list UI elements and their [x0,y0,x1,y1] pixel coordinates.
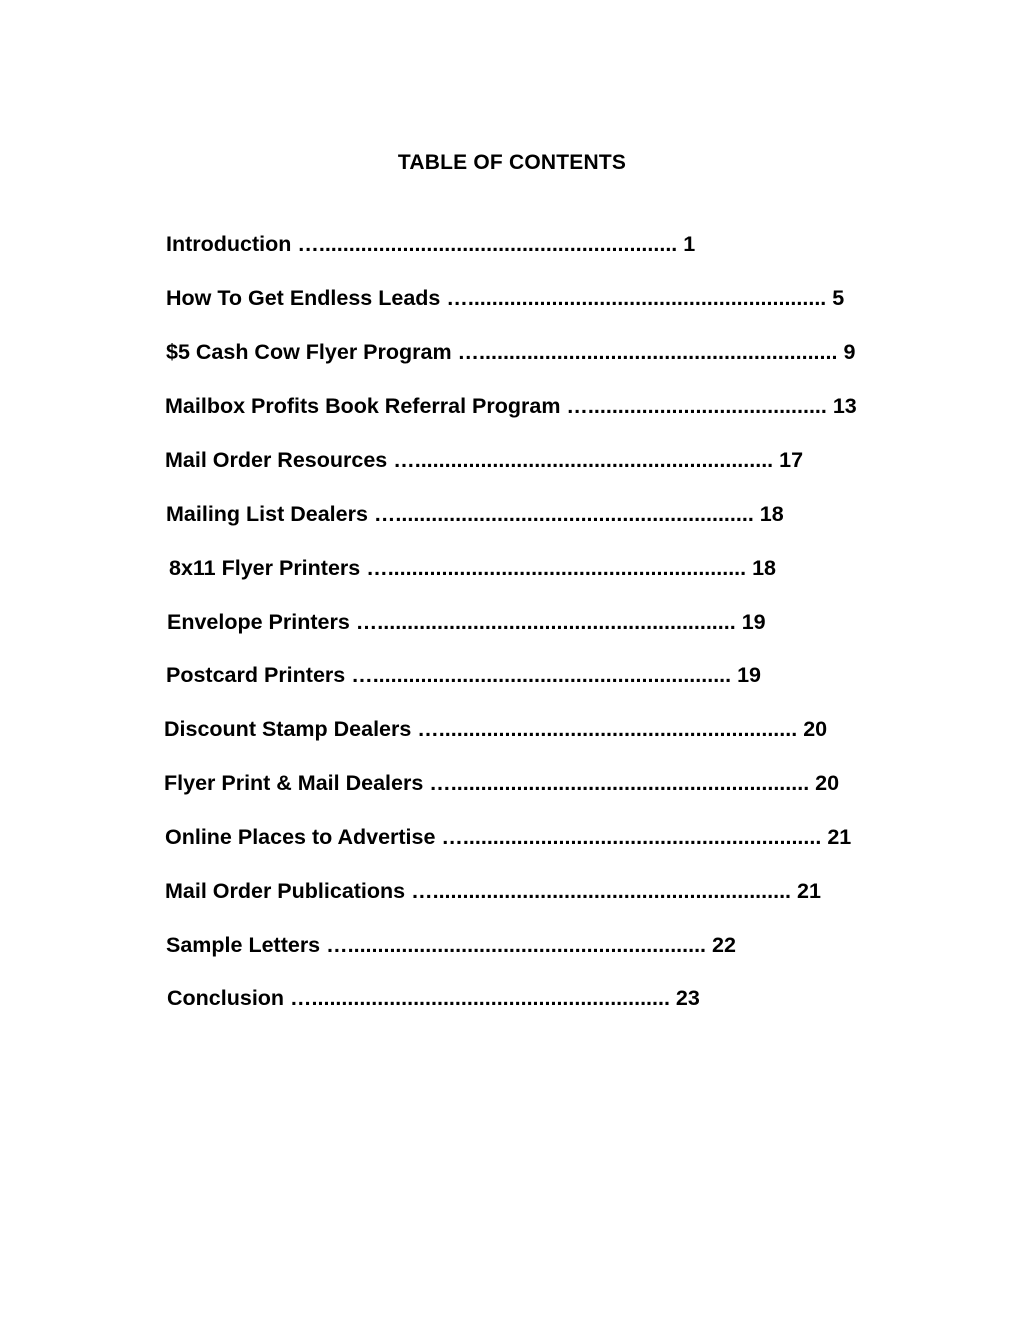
toc-title: TABLE OF CONTENTS [397,151,627,174]
toc-page-number: 9 [843,340,856,364]
toc-entry [166,933,736,957]
toc-page-number: 19 [741,610,766,634]
toc-entry [165,448,803,472]
toc-page-number: 21 [797,879,821,903]
toc-page-number: 13 [832,394,857,418]
toc-page-number: 1 [683,232,696,256]
toc-entry [166,502,784,526]
toc-page-number: 19 [737,663,762,687]
toc-dot-leader: …............................................................ [387,448,780,472]
toc-entry-label: Postcard Printers [166,663,346,687]
toc-dot-leader: …........................................ [560,394,833,418]
toc-page-number: 23 [675,986,700,1010]
toc-page-number: 17 [779,448,804,472]
toc-entry-label: Mail Order Publications [165,879,406,903]
toc-dot-leader: …............................................................ [320,933,713,957]
toc-dot-leader: …............................................................ [451,340,844,364]
toc-entry [164,717,827,741]
toc-dot-leader: …............................................................ [367,502,760,526]
toc-entry [169,556,776,580]
toc-entry [167,610,766,634]
toc-page-number: 21 [827,825,852,849]
toc-entry [167,986,700,1010]
toc-entry-label: Envelope Printers [167,610,350,634]
toc-entry-label: Mailing List Dealers [166,502,368,526]
toc-page-number: 20 [815,771,840,795]
toc-dot-leader: …............................................................ [349,610,742,634]
toc-entry-label: How To Get Endless Leads [166,286,441,310]
toc-entry-label: Introduction [166,232,292,256]
toc-entry-label: 8x11 Flyer Printers [169,556,361,580]
toc-entry [165,394,857,418]
toc-entry-label: Mailbox Profits Book Referral Program [165,394,561,418]
toc-entry-label: Online Places to Advertise [165,825,436,849]
toc-entry-label: Conclusion [167,986,285,1010]
toc-dot-leader: …............................................................ [405,879,797,903]
toc-dot-leader: …............................................................ [423,771,816,795]
toc-page-number: 22 [712,933,736,957]
toc-dot-leader: …............................................................ [360,556,753,580]
toc-page-number: 20 [803,717,828,741]
toc-dot-leader: …............................................................ [440,286,833,310]
toc-entry [165,879,821,903]
toc-page-number: 18 [759,502,784,526]
toc-entry [166,232,695,256]
toc-entry-label: Discount Stamp Dealers [164,717,412,741]
toc-entry-label: Mail Order Resources [165,448,388,472]
toc-entry [166,286,844,310]
toc-dot-leader: …............................................................ [291,232,684,256]
toc-entry-label: Flyer Print & Mail Dealers [164,771,424,795]
toc-page-number: 18 [752,556,777,580]
toc-page-number: 5 [832,286,845,310]
toc-dot-leader: …............................................................ [345,663,738,687]
toc-dot-leader: …............................................................ [411,717,804,741]
toc-entry [166,340,855,364]
toc-entry [166,663,761,687]
toc-entry [165,825,851,849]
toc-entry-label: $5 Cash Cow Flyer Program [166,340,452,364]
toc-dot-leader: …............................................................ [284,986,676,1010]
toc-entry [164,771,839,795]
toc-entry-label: Sample Letters [166,933,321,957]
toc-dot-leader: …............................................................ [435,825,828,849]
